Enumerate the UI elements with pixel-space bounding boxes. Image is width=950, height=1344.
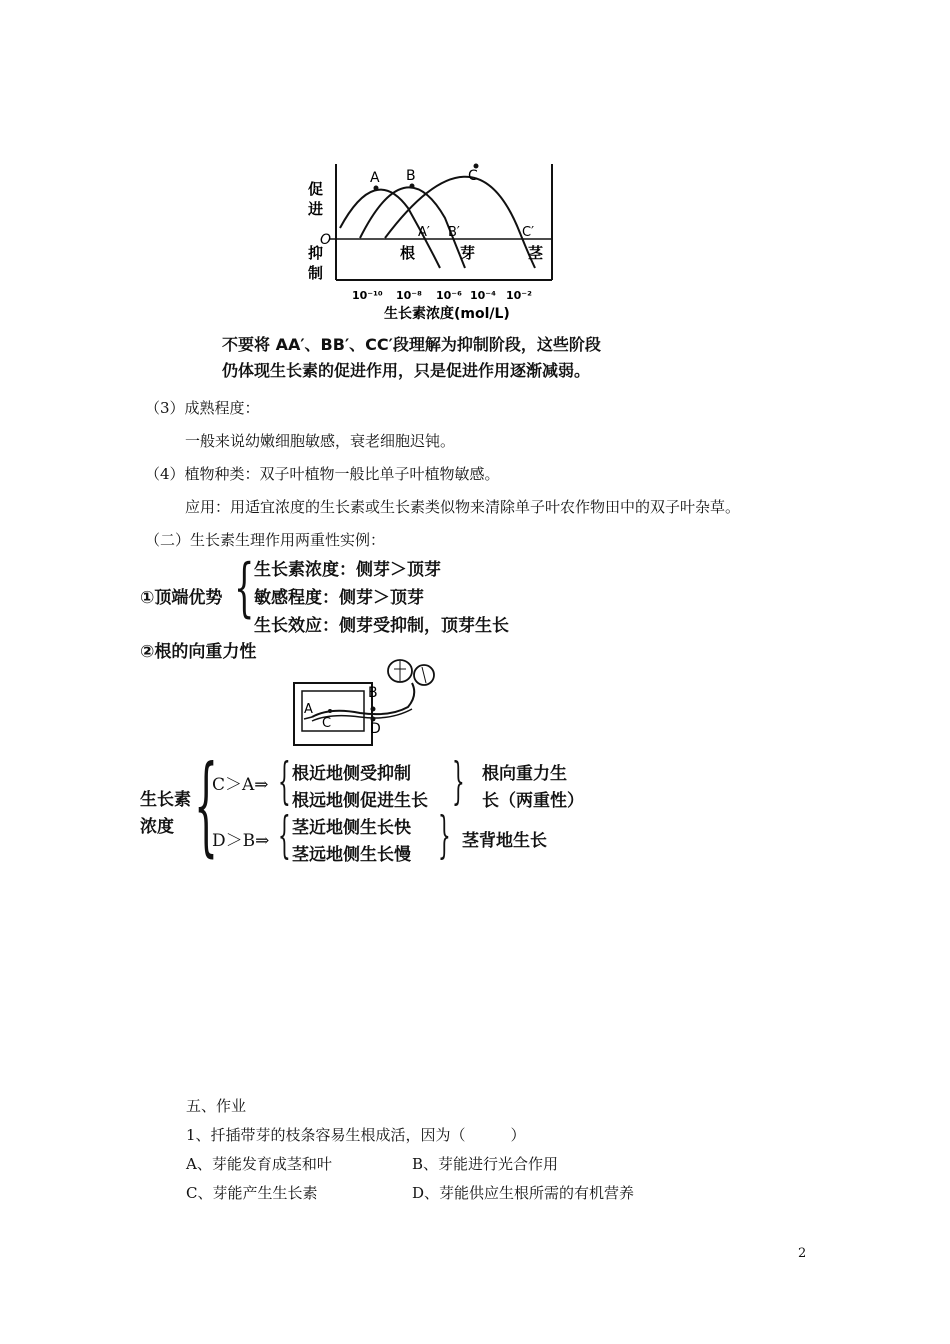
root-line-2: 根远地侧促进生长 [292, 791, 428, 811]
apical-brace: { [234, 551, 255, 625]
relation-CA: C＞A⇒ [212, 775, 269, 795]
tick-3: 10⁻⁶ [436, 289, 462, 302]
item4-title: （4）植物种类：双子叶植物一般比单子叶植物敏感。 [145, 465, 500, 483]
gravity-title: ②根的向重力性 [140, 642, 257, 662]
auxin-big-brace: { [194, 743, 219, 868]
section2-title: （二）生长素生理作用两重性实例： [145, 531, 386, 549]
tick-4: 10⁻⁴ [470, 289, 496, 302]
homework-title: 五、作业 [186, 1097, 247, 1115]
stem-result: 茎背地生长 [462, 831, 547, 851]
root-path [312, 683, 414, 717]
stem-line-1: 茎近地侧生长快 [292, 818, 411, 838]
seedling-figure [290, 655, 450, 750]
label-D: D [370, 721, 381, 737]
x-axis-label: 生长素浓度(mol/L) [384, 306, 510, 322]
auxin-label-1: 生长素 [140, 790, 191, 810]
y-label-inhibit-1: 抑 [308, 244, 324, 262]
root-result-1: 根向重力生 [482, 764, 567, 784]
tick-1: 10⁻¹⁰ [352, 289, 383, 302]
peak-A: A [370, 170, 380, 186]
stem-line-2: 茎远地侧生长慢 [292, 845, 411, 865]
option-d: D、芽能供应生根所需的有机营养 [412, 1184, 635, 1202]
note-line-1: 不要将 AA′、BB′、CC′段理解为抑制阶段，这些阶段 [222, 335, 601, 354]
auxin-curve-figure [300, 158, 570, 323]
apical-line-3: 生长效应：侧芽受抑制，顶芽生长 [254, 616, 509, 636]
root-arrow-brace: } [452, 752, 465, 810]
note-line-2: 仍体现生长素的促进作用，只是促进作用逐渐减弱。 [222, 361, 591, 380]
item3-title: （3）成熟程度： [145, 399, 260, 417]
cross-C: C′ [522, 225, 535, 240]
page-number: 2 [798, 1246, 807, 1261]
y-label-inhibit-2: 制 [308, 264, 324, 282]
y-label-promote-2: 进 [308, 200, 324, 218]
root-result-2: 长（两重性） [482, 791, 584, 811]
organ-stem: 茎 [528, 244, 544, 262]
stem-brace: { [278, 806, 291, 864]
auxin-label-2: 浓度 [140, 817, 174, 837]
label-B: B [368, 685, 378, 701]
apical-line-2: 敏感程度：侧芽＞顶芽 [254, 588, 424, 608]
option-a: A、芽能发育成茎和叶 [186, 1155, 332, 1173]
cross-B: B′ [448, 225, 460, 240]
apical-line-1: 生长素浓度：侧芽＞顶芽 [254, 560, 441, 580]
option-c: C、芽能产生生长素 [186, 1184, 318, 1202]
peak-C: C [468, 168, 478, 184]
root-brace: { [278, 752, 291, 810]
item4-application: 应用：用适宜浓度的生长素或生长素类似物来清除单子叶农作物田中的双子叶杂草。 [185, 498, 741, 516]
option-b: B、芽能进行光合作用 [412, 1155, 559, 1173]
organ-root: 根 [400, 244, 416, 262]
organ-bud: 芽 [460, 244, 476, 262]
y-label-promote-1: 促 [308, 180, 324, 198]
tick-2: 10⁻⁸ [396, 289, 422, 302]
relation-DB: D＞B⇒ [212, 831, 270, 851]
stem-arrow-brace: } [438, 806, 451, 864]
origin-label: O [320, 232, 332, 248]
apical-label: ①顶端优势 [140, 588, 223, 608]
peak-B: B [406, 168, 416, 184]
label-C: C [322, 716, 332, 731]
cross-A: A′ [418, 225, 430, 240]
item3-text: 一般来说幼嫩细胞敏感，衰老细胞迟钝。 [185, 432, 456, 450]
tick-5: 10⁻² [506, 289, 532, 302]
label-A: A [304, 702, 313, 717]
homework-question: 1、扦插带芽的枝条容易生根成活，因为（ ） [186, 1126, 526, 1144]
root-line-1: 根近地侧受抑制 [292, 764, 411, 784]
